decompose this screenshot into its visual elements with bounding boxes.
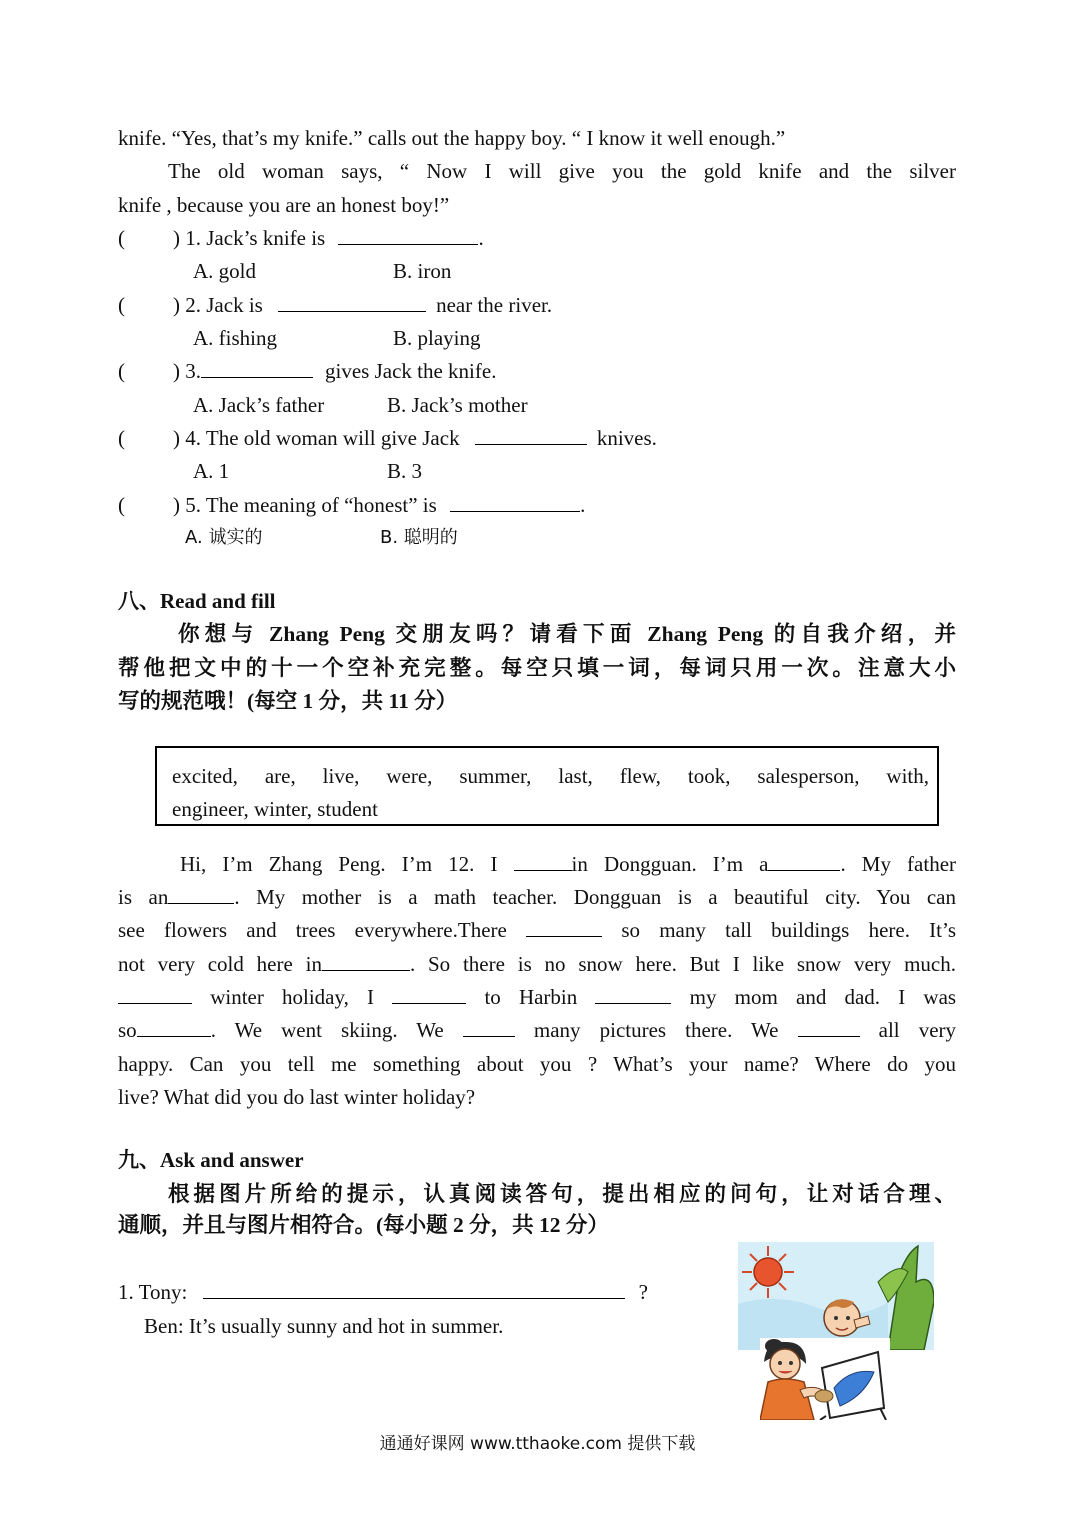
- option-b: B. Jack’s mother: [387, 393, 528, 417]
- option-a: A. Jack’s father: [193, 393, 325, 417]
- question-text: 1. Jack’s knife is: [185, 226, 326, 250]
- fill-blank-3[interactable]: [168, 884, 234, 904]
- story-line-2: The old woman says, “ Now I will give you the gold knife and the silver: [168, 159, 956, 183]
- fill-blank-1[interactable]: [514, 851, 572, 871]
- option-b: B. playing: [393, 326, 481, 350]
- option-b: B. iron: [393, 259, 452, 283]
- fill-blank-6[interactable]: [118, 984, 192, 1004]
- word-bank-line-2: engineer, winter, student: [172, 797, 378, 821]
- open-paren: (: [118, 226, 125, 250]
- question-text: 4. The old woman will give Jack: [185, 426, 460, 450]
- fill-blank-10[interactable]: [463, 1017, 515, 1037]
- passage-line-5: winter holiday, I to Harbin my mom and dad. I was: [118, 984, 956, 1010]
- section-8-instruction-3: 写的规范哦！(每空 1 分，共 11 分）: [118, 689, 458, 713]
- section-9-heading: 九、Ask and answer: [118, 1148, 304, 1172]
- section-8-instruction-2: 帮他把文中的十一个空补充完整。每空只填一词，每词只用一次。注意大小: [118, 656, 956, 680]
- question-9-1: 1. Tony: ?: [118, 1280, 648, 1304]
- answer-blank[interactable]: [338, 225, 478, 245]
- question-2: ( ) 2. Jack is near the river.: [118, 293, 553, 317]
- passage-line-2: is an . My mother is a math teacher. Dongguan is a beautiful city. You can: [118, 885, 956, 909]
- section-8-heading: 八、Read and fill: [118, 589, 276, 613]
- question-4: ( ) 4. The old woman will give Jack knives.: [118, 426, 657, 450]
- section-9-instruction-1: 根据图片所给的提示，认真阅读答句，提出相应的问句，让对话合理、: [168, 1182, 956, 1206]
- option-a: A. gold: [193, 259, 256, 283]
- story-line-1: knife. “Yes, that’s my knife.” calls out the happy boy. “ I know it well enough.”: [118, 126, 786, 150]
- question-5: ( ) 5. The meaning of “honest” is .: [118, 493, 586, 517]
- option-a: A. fishing: [193, 326, 277, 350]
- question-text: 5. The meaning of “honest” is: [185, 493, 437, 517]
- section-8-instruction-1: 你想与 Zhang Peng 交朋友吗？请看下面 Zhang Peng 的自我介绍，并: [178, 622, 956, 646]
- passage-line-3: see flowers and trees everywhere.There so many tall buildings here. It’s: [118, 918, 957, 942]
- section-9-instruction-2: 通顺，并且与图片相符合。(每小题 2 分，共 12 分）: [118, 1213, 609, 1237]
- fill-blank-2[interactable]: [768, 851, 840, 871]
- fill-blank-9[interactable]: [137, 1017, 211, 1037]
- passage-line-7: happy. Can you tell me something about you ? What’s your name? Where do you: [118, 1052, 956, 1076]
- page-footer: 通通好课网 www.tthaoke.com 提供下载: [379, 1434, 696, 1454]
- answer-blank[interactable]: [475, 425, 587, 445]
- passage-line-4: not very cold here in . So there is no snow here. But I like snow very much.: [118, 952, 956, 976]
- passage-line-1: Hi, I’m Zhang Peng. I’m 12. I in Dongguan. I’m a . My father: [180, 852, 957, 876]
- answer-9-1: Ben: It’s usually sunny and hot in summer.: [144, 1314, 504, 1338]
- fill-blank-5[interactable]: [322, 951, 410, 971]
- question-text: 2. Jack is: [185, 293, 263, 317]
- word-bank-box: [155, 746, 939, 826]
- question-text: 3.: [185, 359, 201, 383]
- option-b: B. 聪明的: [380, 527, 458, 548]
- option-a: A. 1: [193, 459, 230, 483]
- fill-blank-8[interactable]: [595, 984, 671, 1004]
- passage-line-6: so . We went skiing. We many pictures there. We all very: [118, 1018, 957, 1042]
- girl-painting-illustration: [760, 1338, 890, 1420]
- answer-blank[interactable]: [201, 358, 313, 378]
- fill-blank-4[interactable]: [526, 917, 602, 937]
- word-bank-line-1: excited, are, live, were, summer, last, flew, took, salesperson, with,: [172, 764, 929, 788]
- option-b: B. 3: [387, 459, 423, 483]
- question-1: ( ) 1. Jack’s knife is .: [118, 226, 484, 250]
- fill-blank-11[interactable]: [798, 1017, 860, 1037]
- answer-line[interactable]: [203, 1279, 625, 1299]
- story-line-3: knife , because you are an honest boy!”: [118, 193, 450, 217]
- answer-blank[interactable]: [278, 292, 426, 312]
- fill-blank-7[interactable]: [392, 984, 466, 1004]
- question-3: ( ) 3. gives Jack the knife.: [118, 359, 497, 383]
- answer-blank[interactable]: [450, 492, 580, 512]
- option-a: A. 诚实的: [185, 527, 263, 548]
- passage-line-8: live? What did you do last winter holiday?: [118, 1085, 476, 1109]
- sunny-summer-illustration: [738, 1242, 934, 1350]
